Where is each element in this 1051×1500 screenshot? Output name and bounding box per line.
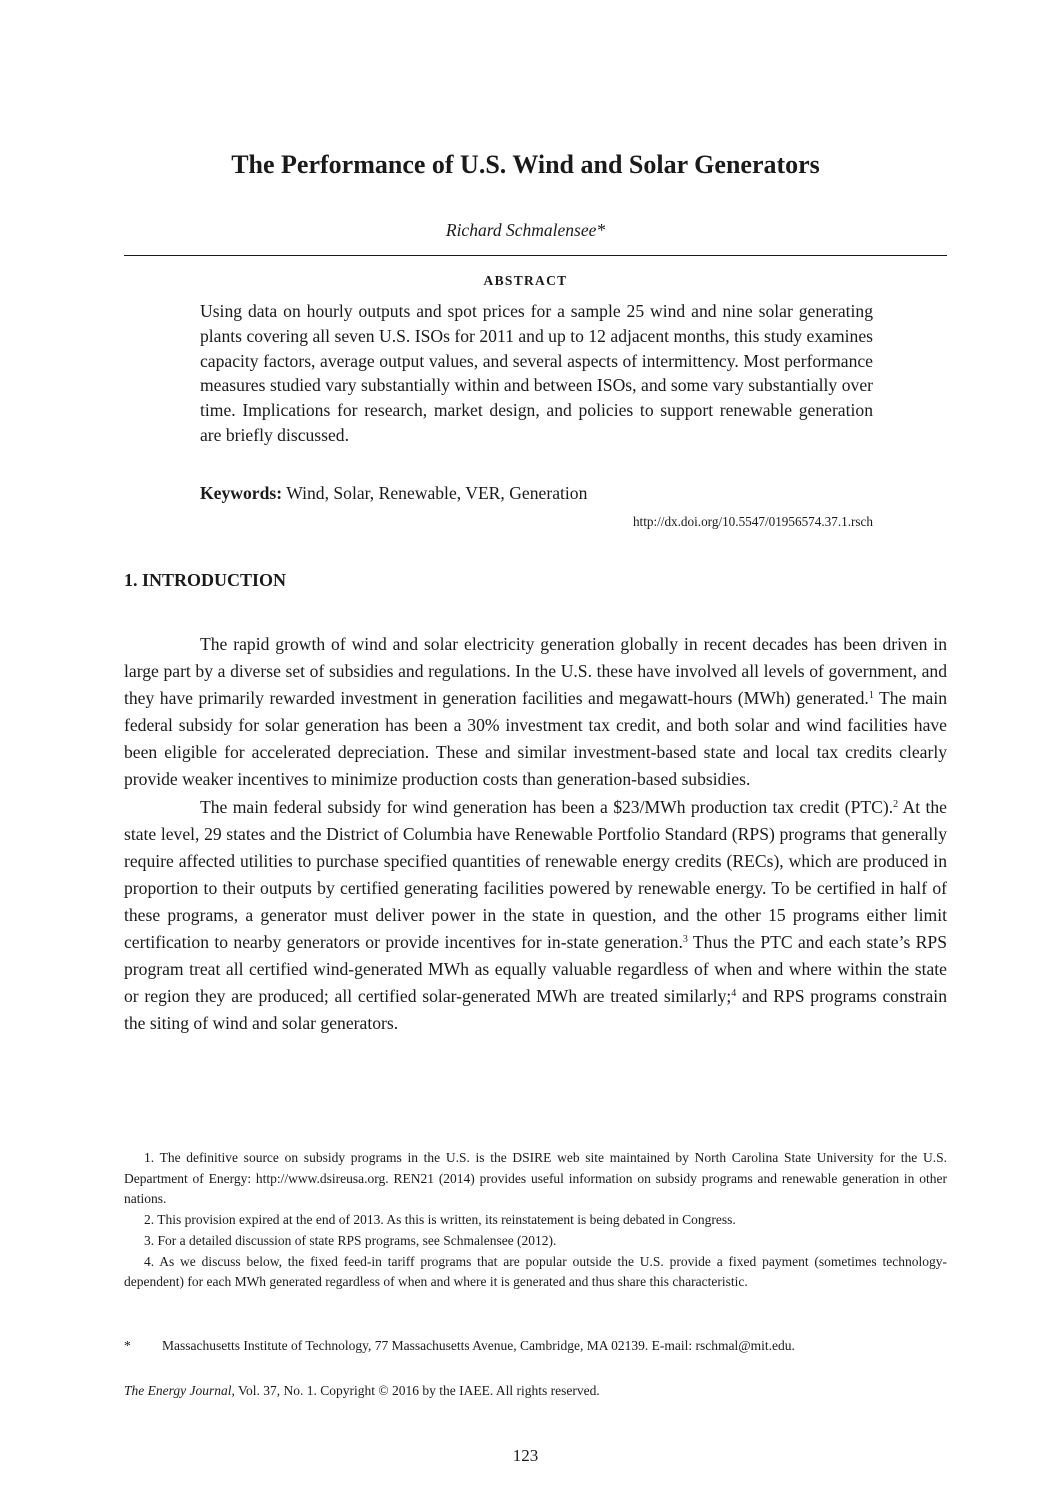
affiliation-marker: * xyxy=(124,1338,131,1353)
section-heading: 1. INTRODUCTION xyxy=(124,570,287,590)
affiliation-text: Massachusetts Institute of Technology, 77 Massachusetts Avenue, Cambridge, MA 02139. E-mail: rschmal@mit.edu. xyxy=(162,1338,795,1353)
keywords-label: Keywords: xyxy=(200,483,283,503)
paragraph-1-text-a: The rapid growth of wind and solar electricity generation globally in recent decades has been driven in large part by a diverse set of subsidies and regulations. In the U.S. these have involved all levels of government, and they have primarily rewarded investment in generation facilities and megawatt-hours (MWh) generated. xyxy=(124,634,947,709)
abstract-heading: ABSTRACT xyxy=(483,273,568,288)
paragraph-2-text-b: At the state level, 29 states and the District of Columbia have Renewable Portfolio Standard (RPS) programs that generally require affected utilities to purchase specified quantities of renewable energy credits (RECs), which are produced in proportion to their outputs by certified generating facilities powered by renewable energy. To be certified in half of these programs, a generator must deliver power in the state in question, and the other 15 programs either limit certification to nearby generators or provide incentives for in-state generation. xyxy=(124,796,947,953)
footnote-1: 1. The definitive source on subsidy programs in the U.S. is the DSIRE web site maintained by North Carolina State University for the U.S. Department of Energy: http://www.dsireusa.org. REN21 (2014) provides useful information on subsidy programs and renewable generation in other nations. xyxy=(124,1150,947,1207)
header-divider xyxy=(124,255,947,256)
paper-title: The Performance of U.S. Wind and Solar Generators xyxy=(231,150,820,179)
footnote-ref-3[interactable]: 3 xyxy=(682,934,688,946)
footnote-ref-4[interactable]: 4 xyxy=(731,988,737,1000)
footnote-ref-1[interactable]: 1 xyxy=(868,690,874,702)
paragraph-2-text-a: The main federal subsidy for wind generation has been a $23/MWh production tax credit (PTC). xyxy=(200,796,894,817)
footnote-3: 3. For a detailed discussion of state RPS programs, see Schmalensee (2012). xyxy=(144,1232,557,1248)
page-number: 123 xyxy=(512,1446,539,1465)
author-affiliation xyxy=(124,1336,947,1356)
paragraph-1 xyxy=(124,631,947,794)
copyright-text: , Vol. 37, No. 1. Copyright © 2016 by the IAEE. All rights reserved. xyxy=(231,1383,600,1398)
journal-name: The Energy Journal xyxy=(124,1383,232,1398)
paragraph-2-text-c: Thus the PTC and each state’s RPS program treat all certified wind-generated MWh as equally valuable regardless of when and where within the state or region they are produced; all certified solar-generated MWh are treated similarly; xyxy=(124,932,947,1007)
paragraph-2-text-d: and RPS programs constrain the siting of wind and solar generators. xyxy=(124,986,947,1034)
copyright-line xyxy=(124,1383,600,1399)
paragraph-1-text-b: The main federal subsidy for solar generation has been a 30% investment tax credit, and both solar and wind facilities have been eligible for accelerated depreciation. These and similar investment-based state and local tax credits clearly provide weaker incentives to minimize production costs than generation-based subsidies. xyxy=(124,688,948,790)
doi-link[interactable]: http://dx.doi.org/10.5547/01956574.37.1.rsch xyxy=(632,514,873,529)
footnotes xyxy=(124,1148,947,1293)
footnote-4: 4. As we discuss below, the fixed feed-in tariff programs that are popular outside the U.S. provide a fixed payment (sometimes technology-dependent) for each MWh generated regardless of when and where it is generated and thus share this characteristic. xyxy=(124,1253,947,1290)
abstract-text: Using data on hourly outputs and spot prices for a sample 25 wind and nine solar generating plants covering all seven U.S. ISOs for 2011 and up to 12 adjacent months, this study examines capacity factors, average output values, and several aspects of intermittency. Most performance measures studied vary substantially within and between ISOs, and some vary substantially over time. Implications for research, market design, and policies to support renewable generation are briefly discussed. xyxy=(200,301,873,445)
keywords-line xyxy=(200,481,873,505)
paragraph-2 xyxy=(124,794,947,1038)
keywords-list: Wind, Solar, Renewable, VER, Generation xyxy=(286,483,588,503)
footnote-2: 2. This provision expired at the end of 2013. As this is written, its reinstatement is being debated in Congress. xyxy=(144,1212,736,1228)
footnote-ref-2[interactable]: 2 xyxy=(893,798,899,810)
author-name: Richard Schmalensee* xyxy=(445,220,606,240)
section-body xyxy=(124,631,947,1037)
